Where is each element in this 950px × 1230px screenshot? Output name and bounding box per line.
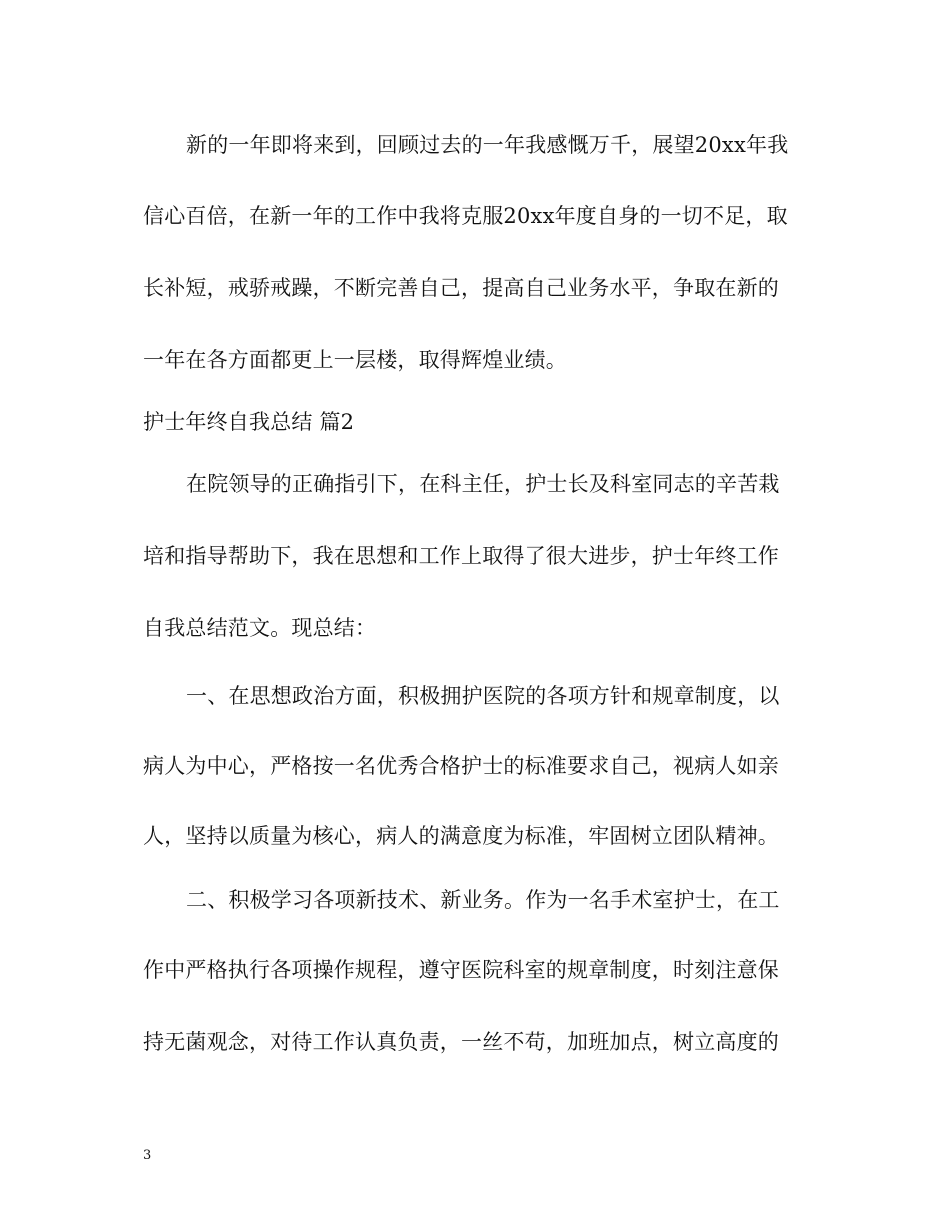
text-line: 一、在思想政治方面，积极拥护医院的各项方针和规章制度，以 [186,684,780,708]
text-line: 一年在各方面都更上一层楼，取得辉煌业绩。 [143,348,567,372]
text-line: 自我总结范文。现总结： [143,616,377,640]
text-line: 新的一年即将来到，回顾过去的一年我感慨万千，展望20xx年我 [186,133,789,157]
text-line: 作中严格执行各项操作规程，遵守医院科室的规章制度，时刻注意保 [143,958,779,982]
text-line: 人，坚持以质量为核心，病人的满意度为标准，牢固树立团队精神。 [143,824,779,848]
page-number: 3 [143,1148,152,1163]
text-line: 在院领导的正确指引下，在科主任，护士长及科室同志的辛苦栽 [186,472,780,496]
text-line: 二、积极学习各项新技术、新业务。作为一名手术室护士，在工 [186,888,780,912]
text-line: 信心百倍，在新一年的工作中我将克服20xx年度自身的一切不足，取 [143,204,788,228]
text-line: 病人为中心，严格按一名优秀合格护士的标准要求自己，视病人如亲 [143,754,779,778]
section-heading: 护士年终自我总结 篇2 [143,410,355,434]
text-line: 长补短，戒骄戒躁，不断完善自己，提高自己业务水平，争取在新的 [143,276,779,300]
text-line: 培和指导帮助下，我在思想和工作上取得了很大进步，护士年终工作 [143,544,779,568]
text-line: 持无菌观念，对待工作认真负责，一丝不苟，加班加点，树立高度的 [143,1030,779,1054]
